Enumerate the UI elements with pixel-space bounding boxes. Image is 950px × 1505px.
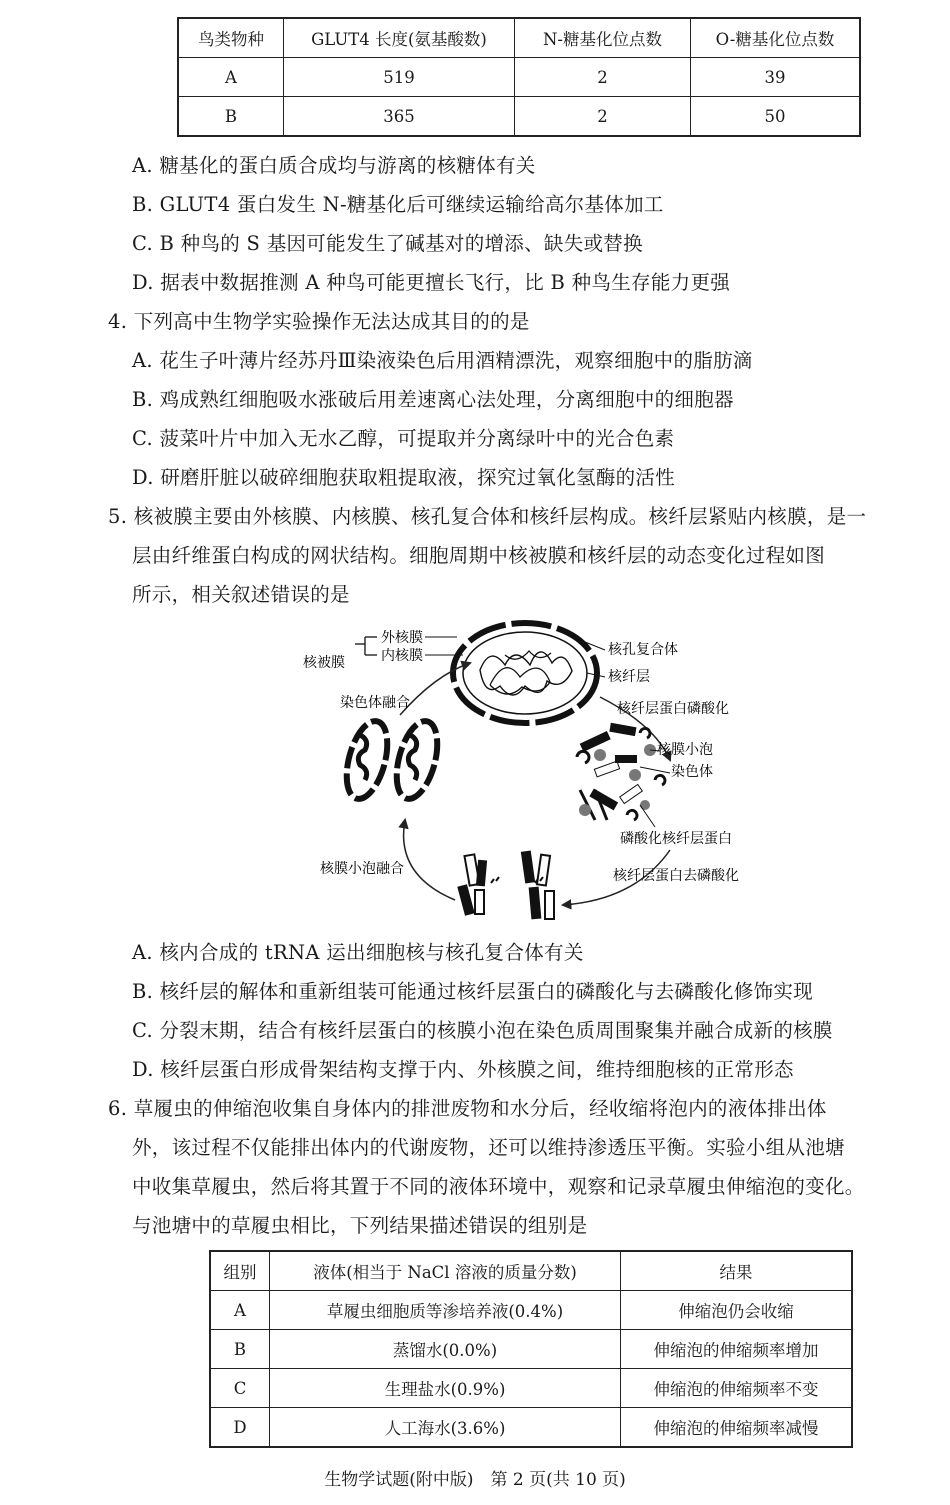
q5-option-d: D. 核纤层蛋白形成骨架结构支撑于内、外核膜之间，维持细胞核的正常形态 [132, 1058, 794, 1081]
label-vesicle: 核膜小泡 [657, 742, 713, 758]
q5-option-c: C. 分裂末期，结合有核纤层蛋白的核膜小泡在染色质周围聚集并融合成新的核膜 [132, 1019, 833, 1042]
q4-option-c: C. 菠菜叶片中加入无水乙醇，可提取并分离绿叶中的光合色素 [132, 427, 675, 450]
table-cell: 草履虫细胞质等渗培养液(0.4%) [270, 1291, 621, 1330]
q6-stem-line: 与池塘中的草履虫相比，下列结果描述错误的组别是 [132, 1214, 588, 1237]
q5-option-a: A. 核内合成的 tRNA 运出细胞核与核孔复合体有关 [132, 941, 584, 964]
table-cell: 伸缩泡仍会收缩 [621, 1291, 853, 1330]
table-cell: 伸缩泡的伸缩频率减慢 [621, 1408, 853, 1448]
table-cell: 蒸馏水(0.0%) [270, 1330, 621, 1369]
table-header-row [178, 18, 860, 58]
table-cell: D [210, 1408, 270, 1448]
label-dephosphorylation: 核纤层蛋白去磷酸化 [613, 868, 739, 884]
label-phosphorylation: 核纤层蛋白磷酸化 [617, 701, 729, 717]
table-header-cell: 液体(相当于 NaCl 溶液的质量分数) [270, 1251, 621, 1291]
table-cell: 人工海水(3.6%) [270, 1408, 621, 1448]
table-row [178, 97, 860, 137]
table-header-cell: GLUT4 长度(氨基酸数) [284, 18, 515, 58]
table-row [210, 1330, 852, 1369]
q4-stem: 4. 下列高中生物学实验操作无法达成其目的的是 [108, 310, 530, 333]
label-inner-membrane: 内核膜 [381, 648, 423, 664]
table-header-cell: 结果 [621, 1251, 853, 1291]
paramecium-table [209, 1250, 853, 1448]
q3-option-c: C. B 种鸟的 S 基因可能发生了碱基对的增添、缺失或替换 [132, 232, 643, 255]
disassembled-nucleus-icon [577, 723, 665, 820]
table-cell: 519 [284, 58, 515, 97]
table-cell: 2 [515, 58, 691, 97]
q5-stem-line: 所示，相关叙述错误的是 [132, 583, 350, 606]
q4-option-a: A. 花生子叶薄片经苏丹Ⅲ染液染色后用酒精漂洗，观察细胞中的脂肪滴 [132, 349, 753, 372]
telophase-nuclei-icon [339, 717, 444, 804]
table-cell: B [178, 97, 284, 137]
table-header-row [210, 1251, 852, 1291]
q6-stem-line: 6. 草履虫的伸缩泡收集自身体内的排泄废物和水分后，经收缩将泡内的液体排出体 [108, 1097, 827, 1120]
q6-stem-line: 中收集草履虫，然后将其置于不同的液体环境中，观察和记录草履虫伸缩泡的变化。 [132, 1175, 865, 1198]
table-cell: 伸缩泡的伸缩频率增加 [621, 1330, 853, 1369]
q3-option-d: D. 据表中数据推测 A 种鸟可能更擅长飞行，比 B 种鸟生存能力更强 [132, 271, 731, 294]
q6-stem-line: 外，该过程不仅能排出体内的代谢废物，还可以维持渗透压平衡。实验小组从池塘 [132, 1136, 845, 1159]
table-row [210, 1291, 852, 1330]
nuclear-envelope-cycle-diagram [295, 615, 775, 925]
table-cell: 伸缩泡的伸缩频率不变 [621, 1369, 853, 1408]
q3-option-a: A. 糖基化的蛋白质合成均与游离的核糖体有关 [132, 154, 536, 177]
label-pore-complex: 核孔复合体 [608, 642, 678, 658]
label-chromosome: 染色体 [671, 764, 713, 780]
glut4-table [177, 17, 861, 137]
page-footer: 生物学试题(附中版) 第 2 页(共 10 页) [324, 1470, 626, 1490]
label-nuclear-envelope: 核被膜 [303, 655, 345, 671]
table-row [210, 1369, 852, 1408]
table-cell: 2 [515, 97, 691, 137]
table-cell: 39 [691, 58, 861, 97]
q3-option-b: B. GLUT4 蛋白发生 N-糖基化后可继续运输给高尔基体加工 [132, 193, 664, 216]
intact-nucleus-icon [453, 623, 597, 723]
label-outer-membrane: 外核膜 [381, 630, 423, 646]
table-row [178, 58, 860, 97]
q5-stem-line: 层由纤维蛋白构成的网状结构。细胞周期中核被膜和核纤层的动态变化过程如图 [132, 544, 826, 567]
q5-stem-line: 5. 核被膜主要由外核膜、内核膜、核孔复合体和核纤层构成。核纤层紧贴内核膜，是一 [108, 505, 867, 528]
reassembling-chromosomes-icon [457, 850, 554, 919]
label-chromosome-fusion: 染色体融合 [340, 695, 410, 711]
table-cell: A [210, 1291, 270, 1330]
table-cell: 365 [284, 97, 515, 137]
table-header-cell: 鸟类物种 [178, 18, 284, 58]
label-lamina: 核纤层 [608, 669, 650, 685]
table-cell: A [178, 58, 284, 97]
q5-option-b: B. 核纤层的解体和重新组装可能通过核纤层蛋白的磷酸化与去磷酸化修饰实现 [132, 980, 814, 1003]
label-vesicle-fusion: 核膜小泡融合 [320, 861, 404, 877]
table-header-cell: O-糖基化位点数 [691, 18, 861, 58]
q4-option-d: D. 研磨肝脏以破碎细胞获取粗提取液，探究过氧化氢酶的活性 [132, 466, 676, 489]
table-cell: B [210, 1330, 270, 1369]
table-cell: C [210, 1369, 270, 1408]
table-cell: 生理盐水(0.9%) [270, 1369, 621, 1408]
table-row [210, 1408, 852, 1448]
table-header-cell: N-糖基化位点数 [515, 18, 691, 58]
table-header-cell: 组别 [210, 1251, 270, 1291]
label-phospho-lamin: 磷酸化核纤层蛋白 [620, 831, 732, 847]
q4-option-b: B. 鸡成熟红细胞吸水涨破后用差速离心法处理，分离细胞中的细胞器 [132, 388, 734, 411]
table-cell: 50 [691, 97, 861, 137]
